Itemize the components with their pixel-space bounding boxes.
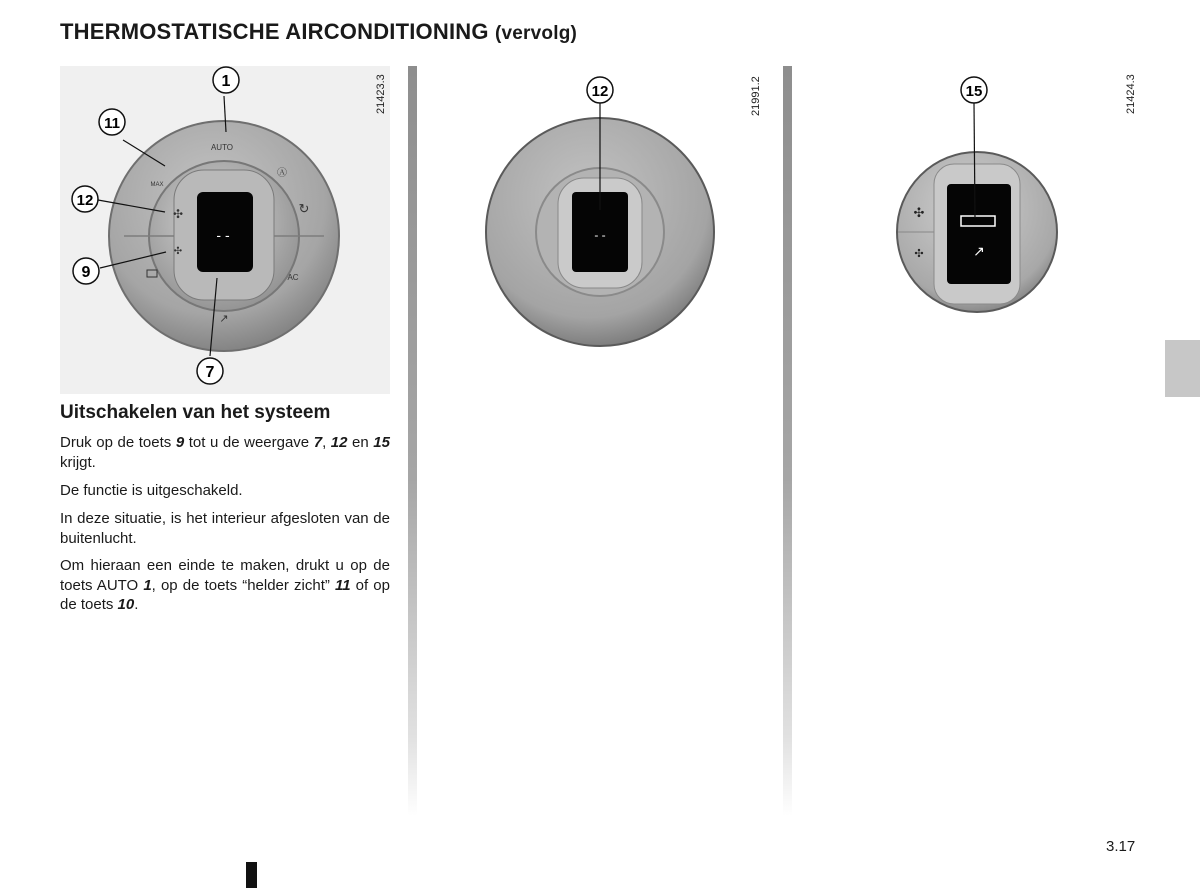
reference-number: 7 [313, 434, 323, 451]
figure-code-left: 21423.3 [375, 74, 387, 114]
figure-code-middle: 21991.2 [750, 76, 762, 116]
text-run: De functie is uitgeschakeld. [60, 482, 243, 499]
callout-12: 12 [76, 192, 94, 209]
auto-a-icon: Ⓐ [277, 168, 287, 179]
max-label: MAX [150, 182, 164, 188]
text-run: krijgt. [60, 453, 96, 471]
text-run: en [347, 434, 374, 451]
recirculation-icon: ↻ [298, 201, 310, 216]
display-text: - - [216, 227, 230, 243]
column-divider [408, 66, 417, 816]
paragraph [60, 481, 390, 501]
callout-9: 9 [81, 264, 91, 281]
reference-number: 10 [117, 596, 135, 613]
section-title: Uitschakelen van het systeem [60, 402, 331, 423]
callout-1: 1 [221, 73, 231, 90]
fan-icon: ✣ [172, 207, 184, 221]
paragraph [60, 556, 390, 615]
page-number: 3.17 [1106, 838, 1136, 855]
figure-code-right: 21424.3 [1125, 74, 1137, 114]
page-title-subtitle: (vervolg) [494, 23, 578, 44]
text-run: tot u de weergave [184, 434, 314, 451]
display-screen [947, 184, 1011, 284]
middle-panel-illustration [430, 66, 770, 366]
reference-number: 12 [330, 434, 348, 451]
reference-number: 15 [373, 434, 390, 451]
text-run: of op de toets [60, 576, 390, 613]
fan-icon: ✣ [173, 246, 183, 257]
figure-control-panel-full [60, 66, 390, 394]
page-title-main: THERMOSTATISCHE AIRCONDITIONING [60, 19, 489, 44]
text-run: In deze situatie, is het interieur afgesloten van de buitenlucht. [60, 510, 390, 547]
reference-number: 9 [175, 434, 185, 451]
paragraph [60, 433, 390, 472]
text-run: Om hieraan een einde te maken, drukt u op de toets AUTO [60, 557, 390, 594]
reference-number: 1 [143, 576, 152, 594]
reference-number: 11 [334, 576, 351, 594]
figure-control-panel-middle [430, 66, 770, 366]
auto-label: AUTO [210, 143, 234, 152]
text-run: , op de toets “helder zicht” [151, 576, 335, 594]
callout-11: 11 [104, 115, 120, 132]
page-title [60, 19, 577, 45]
chapter-tab [1165, 340, 1200, 397]
control-panel-illustration [60, 66, 390, 394]
text-run: Druk op de toets [60, 434, 176, 451]
figure-control-panel-right [806, 66, 1146, 326]
column-divider [783, 66, 792, 816]
display-text: - - [594, 228, 606, 242]
callout-15: 15 [965, 83, 983, 100]
fan-icon: ✣ [913, 205, 925, 220]
right-panel-illustration [806, 66, 1146, 326]
air-distribution-icon: ↗ [219, 313, 229, 325]
text-run: . [134, 596, 139, 613]
page-mark [246, 862, 257, 888]
air-distribution-icon: ↗ [973, 243, 985, 259]
fan-icon: ✣ [914, 248, 924, 260]
paragraph [60, 509, 390, 548]
callout-7: 7 [205, 364, 215, 381]
text-run: , [322, 434, 331, 451]
ac-label: AC [287, 273, 299, 282]
callout-12: 12 [591, 83, 609, 100]
